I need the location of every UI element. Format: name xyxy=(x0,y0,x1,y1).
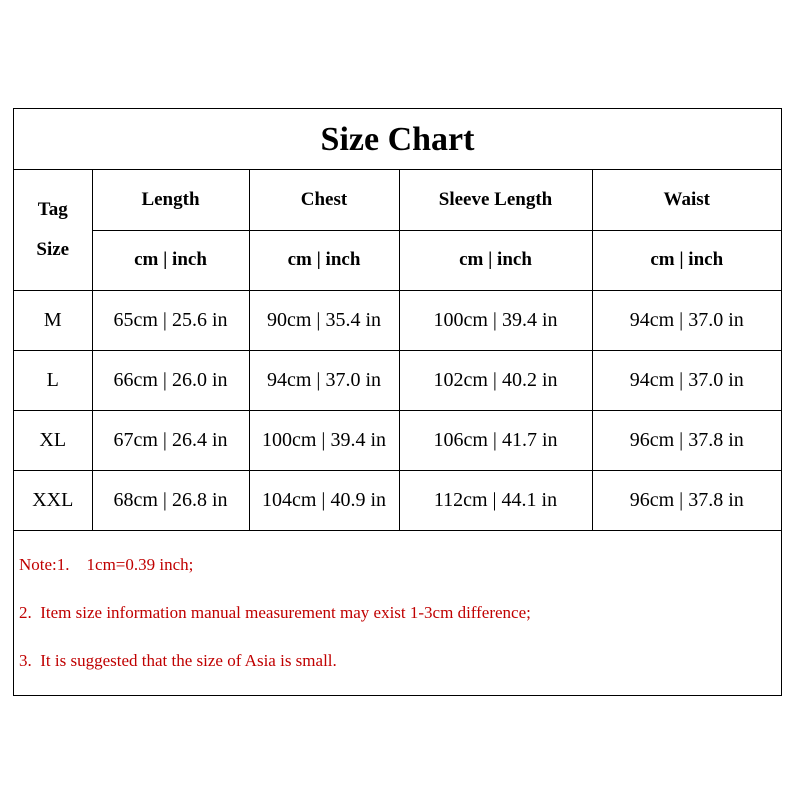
table-row xyxy=(14,290,781,350)
size-chart-frame xyxy=(13,108,782,696)
note-1: Note:1. 1cm=0.39 inch; xyxy=(19,555,194,574)
sleeve-length-cell: 112cm | 44.1 in xyxy=(399,470,592,530)
note-3: 3. It is suggested that the size of Asia is small. xyxy=(19,651,337,670)
length-cell: 67cm | 26.4 in xyxy=(92,410,249,470)
sleeve-length-cell: 100cm | 39.4 in xyxy=(399,290,592,350)
waist-header: Waist xyxy=(592,170,781,230)
note-2: 2. Item size information manual measurement may exist 1-3cm difference; xyxy=(19,603,531,622)
unit-row xyxy=(14,230,781,290)
length-header: Length xyxy=(92,170,249,230)
sleeve-length-cell: 102cm | 40.2 in xyxy=(399,350,592,410)
size-chart-title: Size Chart xyxy=(14,109,781,170)
length-cell: 68cm | 26.8 in xyxy=(92,470,249,530)
chest-cell: 100cm | 39.4 in xyxy=(249,410,399,470)
length-unit: cm | inch xyxy=(92,230,249,290)
sleeve-length-cell: 106cm | 41.7 in xyxy=(399,410,592,470)
waist-cell: 94cm | 37.0 in xyxy=(592,350,781,410)
chest-cell: 94cm | 37.0 in xyxy=(249,350,399,410)
chest-header: Chest xyxy=(249,170,399,230)
table-row xyxy=(14,410,781,470)
header-row xyxy=(14,170,781,230)
tag-size-header xyxy=(14,170,92,290)
length-cell: 66cm | 26.0 in xyxy=(92,350,249,410)
sleeve-length-header: Sleeve Length xyxy=(399,170,592,230)
sleeve-length-unit: cm | inch xyxy=(399,230,592,290)
waist-cell: 96cm | 37.8 in xyxy=(592,470,781,530)
size-cell: L xyxy=(14,350,92,410)
length-cell: 65cm | 25.6 in xyxy=(92,290,249,350)
chest-unit: cm | inch xyxy=(249,230,399,290)
size-table xyxy=(14,170,781,531)
size-cell: M xyxy=(14,290,92,350)
waist-cell: 94cm | 37.0 in xyxy=(592,290,781,350)
size-label: Size xyxy=(36,238,70,260)
chest-cell: 104cm | 40.9 in xyxy=(249,470,399,530)
table-row xyxy=(14,470,781,530)
waist-cell: 96cm | 37.8 in xyxy=(592,410,781,470)
chest-cell: 90cm | 35.4 in xyxy=(249,290,399,350)
table-row xyxy=(14,350,781,410)
size-cell: XXL xyxy=(14,470,92,530)
tag-label: Tag xyxy=(37,198,68,220)
size-cell: XL xyxy=(14,410,92,470)
waist-unit: cm | inch xyxy=(592,230,781,290)
